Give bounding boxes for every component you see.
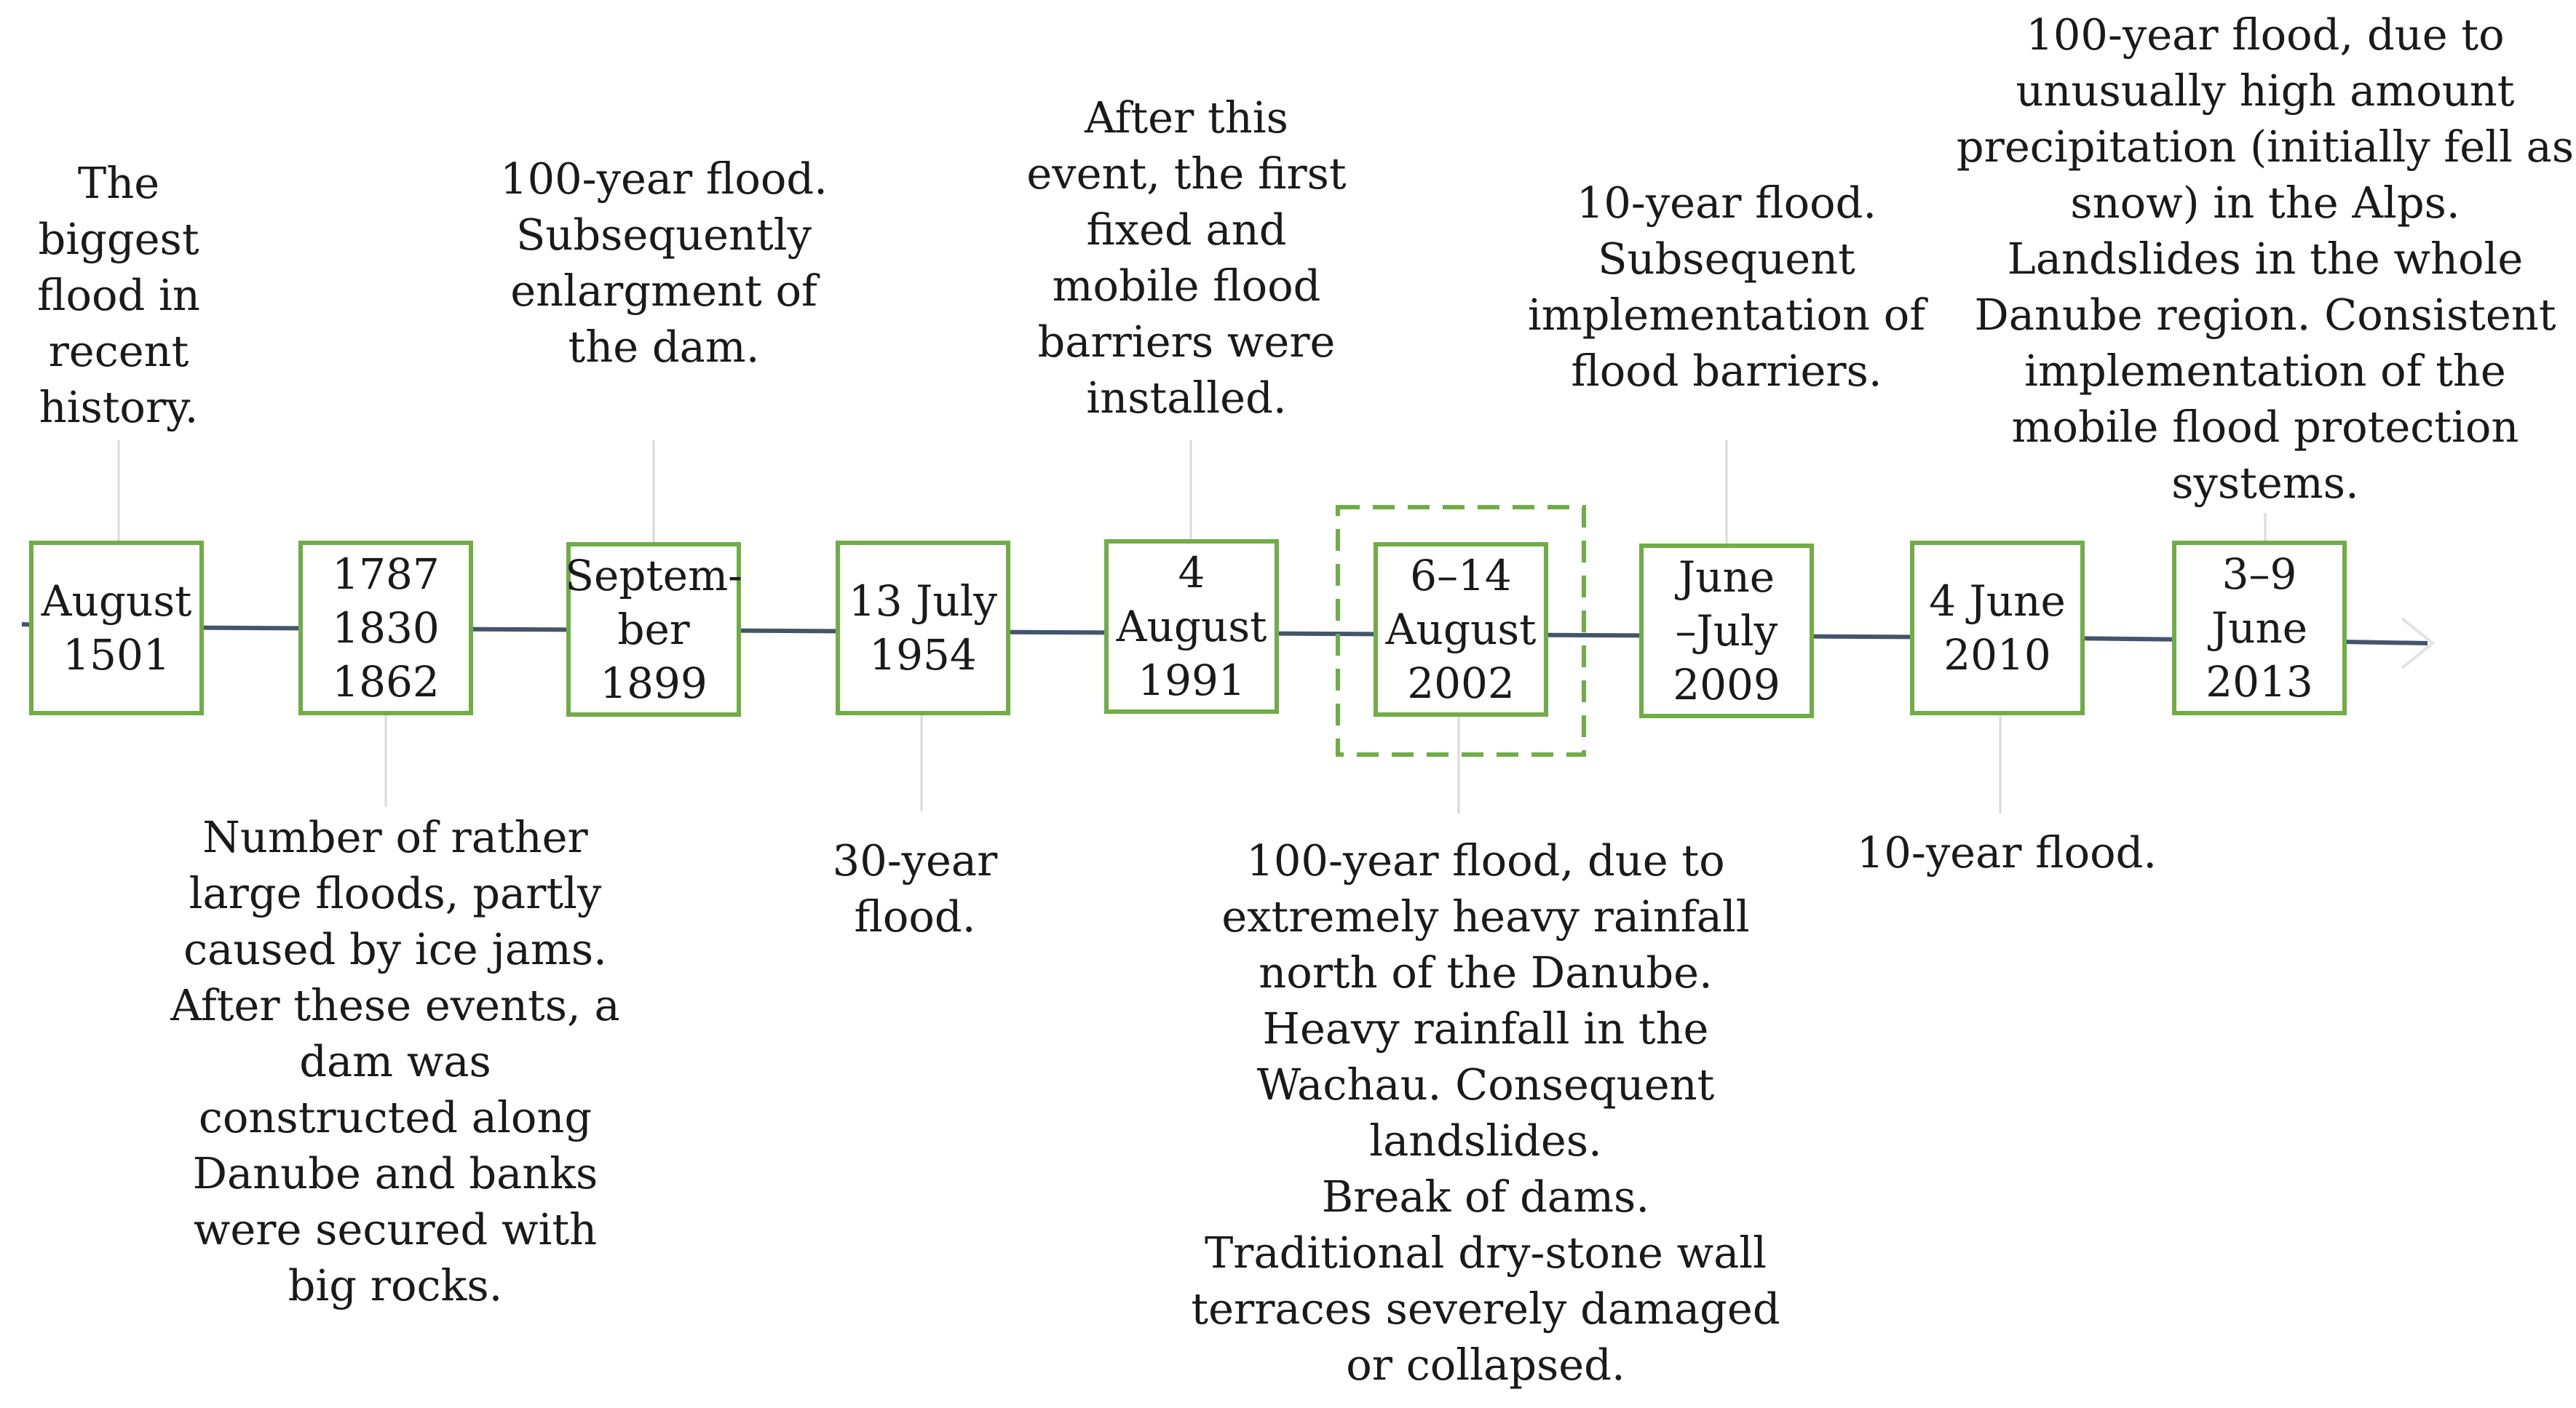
date-box	[298, 541, 473, 715]
event-caption-text: Number of rather large floods, partly caused by ice jams. After these events, a dam was constructed along Danube and banks were secured with big rocks.	[170, 812, 620, 1310]
event-caption-text: 100-year flood, due to unusually high amount precipitation (initially fell as snow) in the Alps. Landslides in the whole Danube region. Consistent implementation of the mobile flood protection systems.	[1956, 9, 2575, 508]
event-caption-text: 30-year flood.	[832, 835, 998, 942]
date-box	[566, 542, 741, 717]
event-caption-text: 10-year flood. Subsequent implementation of flood barriers.	[1527, 178, 1926, 396]
event-caption	[1508, 0, 1945, 399]
date-box	[1374, 542, 1548, 717]
date-box	[1639, 544, 1814, 718]
date-box	[1910, 541, 2085, 715]
event-date: June –July 2009	[1673, 552, 1780, 710]
date-box	[2172, 541, 2347, 715]
event-caption	[0, 0, 242, 435]
event-caption-text: 100-year flood, due to extremely heavy rainfall north of the Danube. Heavy rainfall in the Wachau. Consequent landslides. Break of dams. Traditional dry-stone wall terraces severely damaged or collapsed.	[1191, 835, 1780, 1390]
event-date: 6–14 August 2002	[1385, 550, 1537, 709]
event-caption	[1184, 832, 1788, 1393]
event-date: 1787 1830 1862	[332, 549, 440, 707]
event-date: August 1501	[41, 576, 192, 680]
event-caption	[467, 0, 860, 375]
date-box	[836, 541, 1010, 715]
event-caption-text: The biggest flood in recent history.	[37, 158, 200, 432]
event-caption	[798, 832, 1031, 944]
date-box	[29, 541, 204, 715]
event-caption-text: After this event, the first fixed and mobile flood barriers were installed.	[1026, 92, 1347, 423]
event-caption	[1832, 824, 2181, 880]
date-box	[1104, 539, 1279, 714]
event-date: 4 June 2010	[1929, 576, 2066, 680]
event-caption	[140, 809, 650, 1313]
event-caption-text: 10-year flood.	[1856, 827, 2157, 878]
event-caption-text: 100-year flood. Subsequently enlargment of the dam.	[500, 154, 828, 372]
event-date: 4 August 1991	[1116, 547, 1267, 706]
event-caption	[1004, 0, 1368, 426]
event-caption	[1952, 0, 2576, 511]
event-date: 13 July 1954	[848, 576, 998, 680]
event-date: 3–9 June 2013	[2206, 549, 2313, 707]
event-date: Septem- ber 1899	[565, 550, 742, 709]
